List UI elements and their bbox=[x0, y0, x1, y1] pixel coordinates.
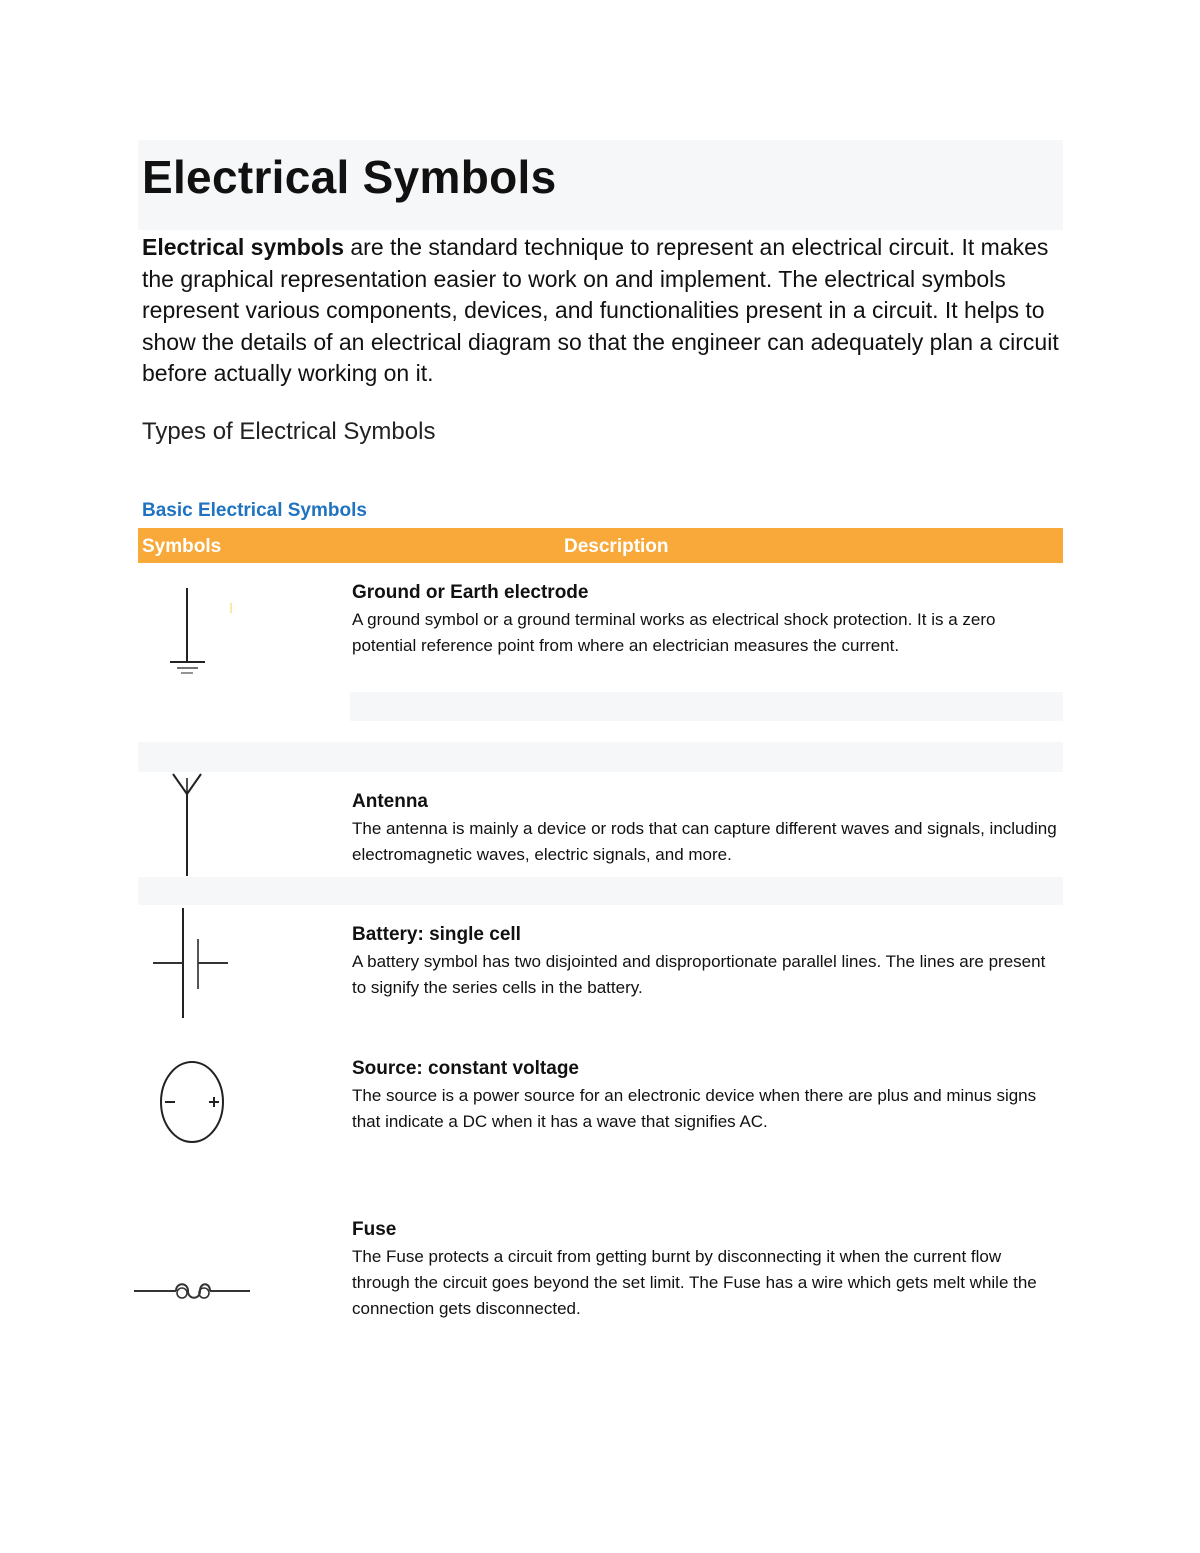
row-description: The antenna is mainly a device or rods that can capture different waves and signals, including electromagnetic waves, electric signals, and more. bbox=[352, 819, 1057, 864]
row-description: The Fuse protects a circuit from getting burnt by disconnecting it when the current flow through the circuit goes beyond the set limit. The Fuse has a wire which gets melt while the connection gets disconnected. bbox=[352, 1247, 1037, 1318]
section-heading: Types of Electrical Symbols bbox=[142, 418, 436, 445]
spacer-band bbox=[350, 692, 1063, 721]
header-symbols: Symbols bbox=[142, 536, 222, 557]
intro-paragraph bbox=[142, 232, 1062, 390]
row-description: A battery symbol has two disjointed and disproportionate parallel lines. The lines are present to signify the series cells in the battery. bbox=[352, 952, 1046, 997]
spacer-band bbox=[138, 877, 1063, 905]
row-title: Antenna bbox=[352, 791, 428, 812]
row-title: Source: constant voltage bbox=[352, 1058, 579, 1079]
fuse-icon bbox=[132, 1276, 254, 1306]
battery-icon bbox=[150, 906, 235, 1021]
row-title: Fuse bbox=[352, 1219, 397, 1240]
row-title: Battery: single cell bbox=[352, 924, 521, 945]
intro-text: are the standard technique to represent an electrical circuit. It makes the graphical representation easier to work on and implement. The electrical symbols represent various components, devices, and functionalities present in a circuit. It helps to show the details of an electrical diagram so that the engineer can adequately plan a circuit before actually working on it. bbox=[142, 234, 1059, 386]
voltage-source-icon bbox=[155, 1056, 230, 1148]
antenna-icon bbox=[168, 772, 208, 880]
header-description: Description bbox=[564, 536, 669, 557]
subsection-heading: Basic Electrical Symbols bbox=[142, 500, 367, 521]
spacer-band bbox=[138, 742, 1063, 772]
table-header bbox=[138, 528, 1063, 563]
row-description: The source is a power source for an electronic device when there are plus and minus signs that indicate a DC when it has a wave that signifies AC. bbox=[352, 1086, 1037, 1131]
intro-bold-term: Electrical symbols bbox=[142, 234, 344, 260]
row-description: A ground symbol or a ground terminal works as electrical shock protection. It is a zero potential reference point from where an electrician measures the current. bbox=[352, 610, 996, 655]
row-title: Ground or Earth electrode bbox=[352, 582, 589, 603]
page-title: Electrical Symbols bbox=[142, 151, 557, 203]
ground-icon bbox=[160, 585, 250, 680]
